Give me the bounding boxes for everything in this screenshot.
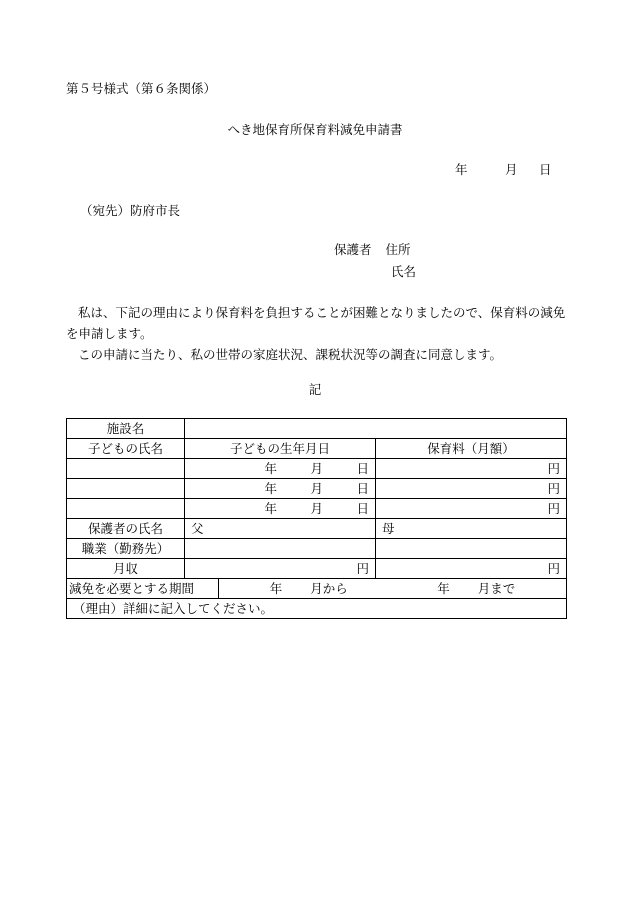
child-name-field[interactable] bbox=[67, 459, 185, 479]
period-from bbox=[270, 579, 348, 598]
addressee: （宛先）防府市長 bbox=[80, 203, 181, 218]
table-row bbox=[67, 499, 567, 519]
period-to bbox=[437, 579, 515, 598]
mother-income-field[interactable] bbox=[376, 559, 567, 579]
period-header: 減免を必要とする期間 bbox=[67, 579, 219, 599]
father-occupation-field[interactable] bbox=[185, 539, 376, 559]
table-row bbox=[67, 579, 567, 599]
table-row bbox=[67, 599, 567, 619]
yen-unit: 円 bbox=[547, 481, 561, 496]
facility-field[interactable] bbox=[185, 419, 567, 439]
fee-header: 保育料（月額） bbox=[376, 439, 567, 459]
child-birth-field[interactable] bbox=[185, 499, 376, 519]
year-unit: 年 bbox=[437, 581, 450, 596]
month-unit: 月 bbox=[310, 501, 323, 516]
statement-paragraph-1: 私は、下記の理由により保育料を負担することが困難となりましたので、保育料の減免を申請します。 bbox=[66, 305, 566, 341]
day-unit: 日 bbox=[356, 481, 369, 496]
year-unit: 年 bbox=[264, 481, 277, 496]
guardian-address-line bbox=[334, 242, 411, 258]
date-day: 日 bbox=[539, 162, 552, 177]
application-date bbox=[455, 162, 552, 178]
fee-field[interactable] bbox=[376, 459, 567, 479]
month-unit: 月 bbox=[310, 481, 323, 496]
occupation-header: 職業（勤務先） bbox=[67, 539, 185, 559]
income-header: 月収 bbox=[67, 559, 185, 579]
address-label: 住所 bbox=[385, 242, 411, 257]
month-unit: 月 bbox=[310, 461, 323, 476]
yen-unit: 円 bbox=[547, 561, 561, 576]
application-form-table bbox=[66, 418, 567, 619]
table-row bbox=[67, 559, 567, 579]
form-number: 第５号様式（第６条関係） bbox=[66, 81, 217, 96]
mother-occupation-field[interactable] bbox=[376, 539, 567, 559]
table-row bbox=[67, 419, 567, 439]
father-income-field[interactable] bbox=[185, 559, 376, 579]
table-row bbox=[67, 439, 567, 459]
table-row bbox=[67, 519, 567, 539]
facility-label: 施設名 bbox=[67, 419, 185, 439]
father-name-field[interactable] bbox=[185, 519, 376, 539]
yen-unit: 円 bbox=[547, 461, 561, 476]
guardian-label: 保護者 bbox=[334, 242, 372, 257]
fee-field[interactable] bbox=[376, 499, 567, 519]
child-birth-field[interactable] bbox=[185, 459, 376, 479]
yen-unit: 円 bbox=[356, 561, 369, 576]
child-birth-field[interactable] bbox=[185, 479, 376, 499]
year-unit: 年 bbox=[264, 461, 277, 476]
child-name-header: 子どもの氏名 bbox=[67, 439, 185, 459]
mother-label: 母 bbox=[382, 521, 395, 536]
page-title: へき地保育所保育料減免申請書 bbox=[227, 122, 403, 137]
mother-name-field[interactable] bbox=[376, 519, 567, 539]
day-unit: 日 bbox=[356, 501, 369, 516]
guardian-name-label: 氏名 bbox=[391, 264, 417, 279]
child-name-field[interactable] bbox=[67, 499, 185, 519]
from-unit: 月から bbox=[310, 581, 348, 596]
father-label: 父 bbox=[191, 521, 204, 536]
statement-paragraph-2: この申請に当たり、私の世帯の家庭状況、課税状況等の調査に同意します。 bbox=[78, 347, 503, 362]
date-year: 年 bbox=[455, 162, 468, 177]
reason-label: （理由）詳細に記入してください。 bbox=[73, 601, 274, 616]
period-field[interactable] bbox=[219, 579, 567, 599]
yen-unit: 円 bbox=[547, 501, 561, 516]
reason-field[interactable] bbox=[67, 599, 567, 619]
year-unit: 年 bbox=[264, 501, 277, 516]
ki-heading: 記 bbox=[308, 382, 322, 397]
year-unit: 年 bbox=[269, 581, 283, 596]
application-statement bbox=[66, 302, 566, 365]
day-unit: 日 bbox=[356, 461, 369, 476]
child-birth-header: 子どもの生年月日 bbox=[185, 439, 376, 459]
table-row bbox=[67, 459, 567, 479]
date-month: 月 bbox=[505, 162, 518, 177]
table-row bbox=[67, 539, 567, 559]
to-unit: 月まで bbox=[477, 581, 516, 596]
fee-field[interactable] bbox=[376, 479, 567, 499]
guardian-name-header: 保護者の氏名 bbox=[67, 519, 185, 539]
child-name-field[interactable] bbox=[67, 479, 185, 499]
table-row bbox=[67, 479, 567, 499]
